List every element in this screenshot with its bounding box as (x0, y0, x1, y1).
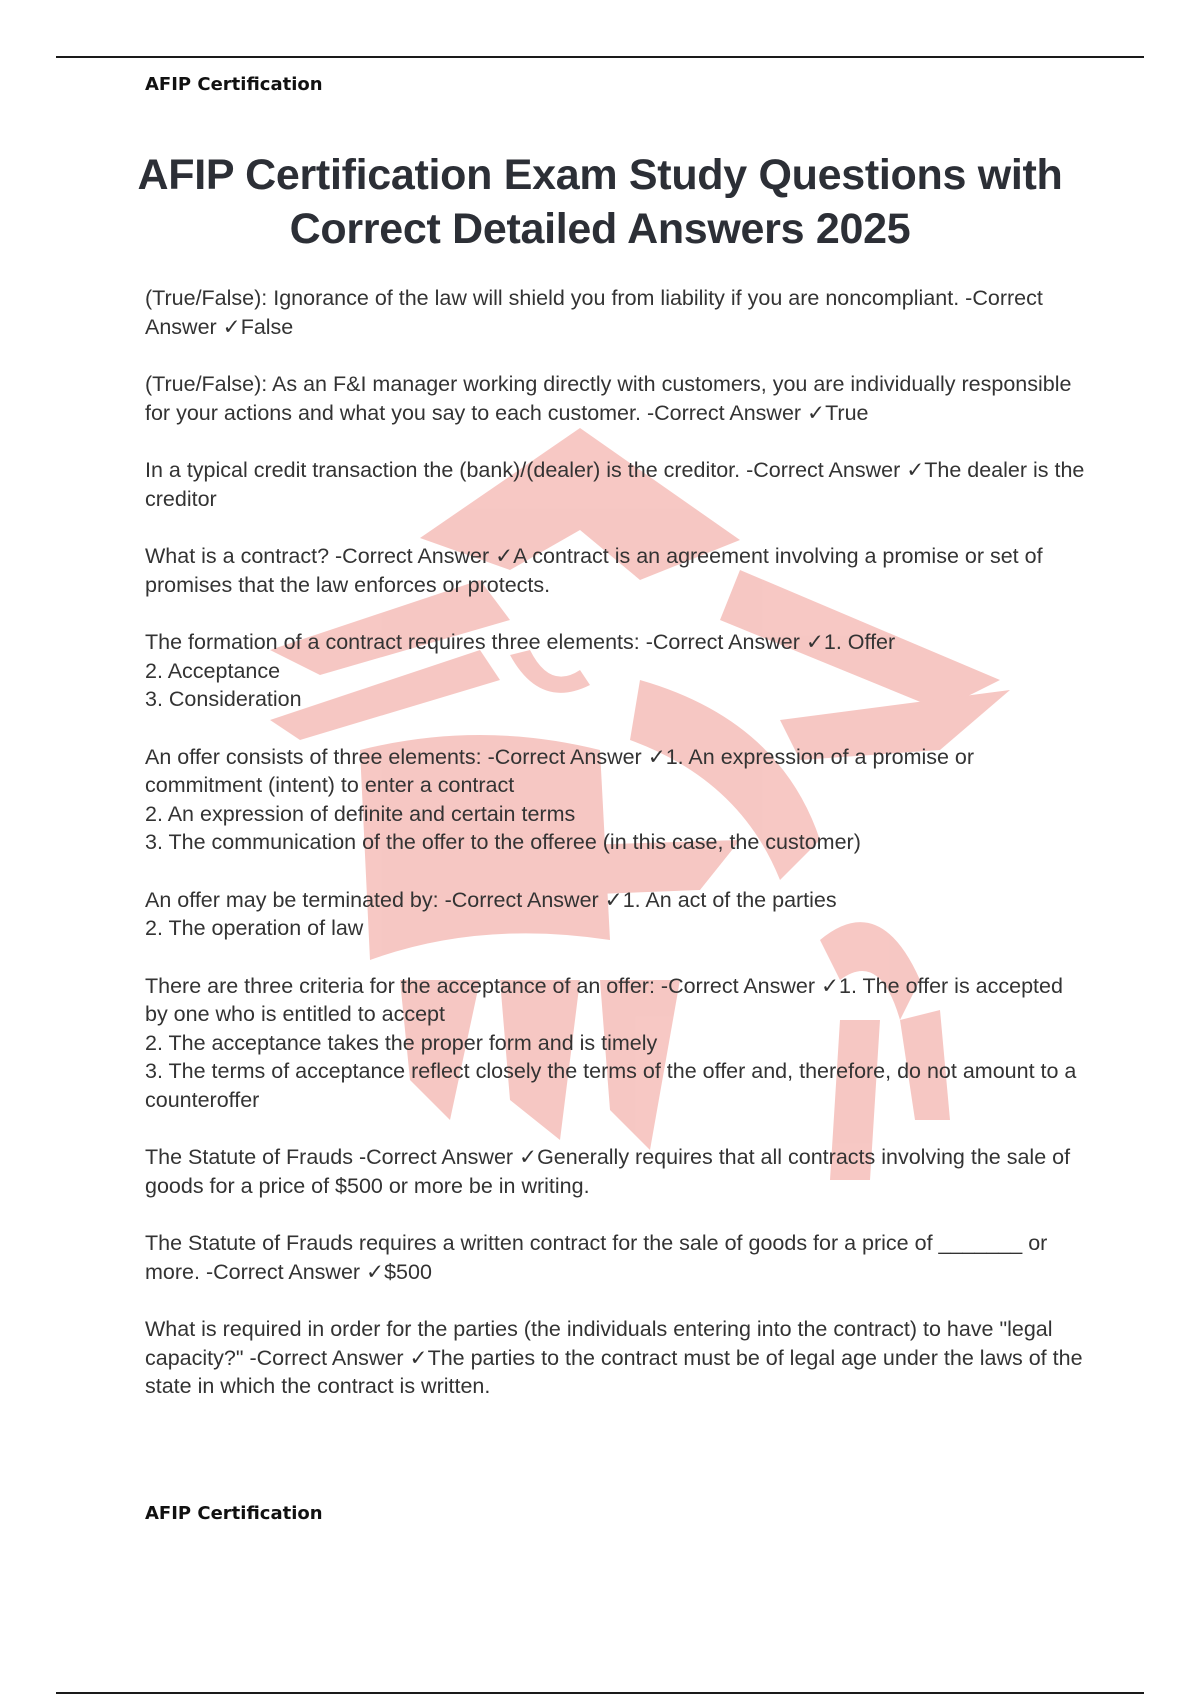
correct-answer-marker: -Correct Answer ✓ (645, 630, 824, 654)
correct-answer-marker: -Correct Answer ✓ (646, 400, 826, 425)
qa-item (145, 972, 1085, 1115)
qa-answer: The parties to the contract must be of legal age under the laws of the state in which the contract is written. (145, 1345, 1089, 1398)
qa-answer: False (240, 314, 294, 339)
qa-answer-line: 2. An expression of definite and certain terms (145, 801, 576, 826)
qa-item (145, 1143, 1085, 1200)
correct-answer-marker: -Correct Answer ✓ (444, 887, 623, 912)
qa-question: What is a contract? (145, 544, 330, 568)
qa-item (145, 284, 1085, 341)
qa-answer-line: 2. Acceptance (145, 658, 281, 683)
running-header: AFIP Certification (145, 74, 323, 95)
correct-answer-marker: -Correct Answer ✓ (358, 1145, 538, 1169)
correct-answer-marker: -Correct Answer ✓ (249, 1345, 428, 1370)
correct-answer-marker: -Correct Answer ✓ (660, 973, 840, 998)
qa-answer: 1. An act of the parties (622, 887, 837, 912)
qa-answer-line: 2. The acceptance takes the proper form and is timely (145, 1030, 658, 1055)
qa-answer-line: 3. Consideration (145, 687, 302, 711)
qa-item (145, 743, 1085, 857)
title-line-1: AFIP Certification Exam Study Questions with (137, 151, 1063, 199)
bottom-rule (56, 1692, 1144, 1694)
qa-answer: $500 (384, 1259, 432, 1284)
qa-answer-line: 3. The communication of the offer to the offeree (in this case, the customer) (145, 830, 861, 854)
qa-question: An offer may be terminated by: (145, 887, 439, 912)
qa-question: The Statute of Frauds requires a written contract for the sale of goods for a price of _______ or more. (145, 1231, 1054, 1284)
qa-answer: Generally requires that all contracts involving the sale of goods for a price of $500 or more be in writing. (145, 1145, 1077, 1198)
qa-answer: A contract is an agreement involving a promise or set of promises that the law enforces or protects. (145, 544, 1049, 597)
correct-answer-marker: -Correct Answer ✓ (145, 286, 1043, 339)
correct-answer-marker: -Correct Answer ✓ (487, 744, 666, 769)
correct-answer-marker: -Correct Answer ✓ (205, 1259, 385, 1284)
correct-answer-marker: -Correct Answer ✓ (335, 544, 514, 568)
qa-answer-line: 3. The terms of acceptance reflect closely the terms of the offer and, therefore, do not amount to a counteroffer (145, 1059, 1077, 1112)
running-footer: AFIP Certification (145, 1503, 323, 1524)
qa-answer-line: 2. The operation of law (145, 916, 364, 940)
qa-question: In a typical credit transaction the (bank)/(dealer) is the creditor. (145, 458, 741, 482)
qa-answer: 1. An expression of a promise or commitment (intent) to enter a contract (145, 744, 981, 797)
top-rule (56, 56, 1144, 58)
qa-item (145, 542, 1085, 599)
qa-question: (True/False): As an F&I manager working directly with customers, you are individually responsible for your actions and what you say to each customer. (145, 372, 1078, 425)
qa-question: The Statute of Frauds (145, 1145, 353, 1169)
qa-item (145, 1315, 1089, 1401)
title-line-2: Correct Detailed Answers 2025 (289, 205, 911, 253)
qa-question: There are three criteria for the acceptance of an offer: (145, 973, 655, 998)
qa-answer: 1. Offer (823, 630, 896, 654)
qa-answer: 1. The offer is accepted by one who is entitled to accept (145, 973, 1069, 1026)
qa-item (145, 456, 1091, 513)
qa-answer: The dealer is the creditor (145, 458, 1091, 511)
correct-answer-marker: -Correct Answer ✓ (746, 458, 925, 482)
qa-question: The formation of a contract requires three elements: (145, 630, 640, 654)
document-title (100, 148, 1100, 256)
qa-item (145, 628, 1085, 714)
qa-question: An offer consists of three elements: (145, 744, 482, 769)
qa-answer: True (825, 400, 869, 425)
qa-item (145, 1229, 1085, 1286)
qa-item (145, 370, 1085, 427)
qa-question: (True/False): Ignorance of the law will shield you from liability if you are noncompliant. (145, 286, 960, 310)
qa-list (145, 284, 1091, 1430)
qa-item (145, 886, 1085, 943)
qa-question: What is required in order for the parties (the individuals entering into the contract) to have "legal capacity?" (145, 1317, 1059, 1370)
